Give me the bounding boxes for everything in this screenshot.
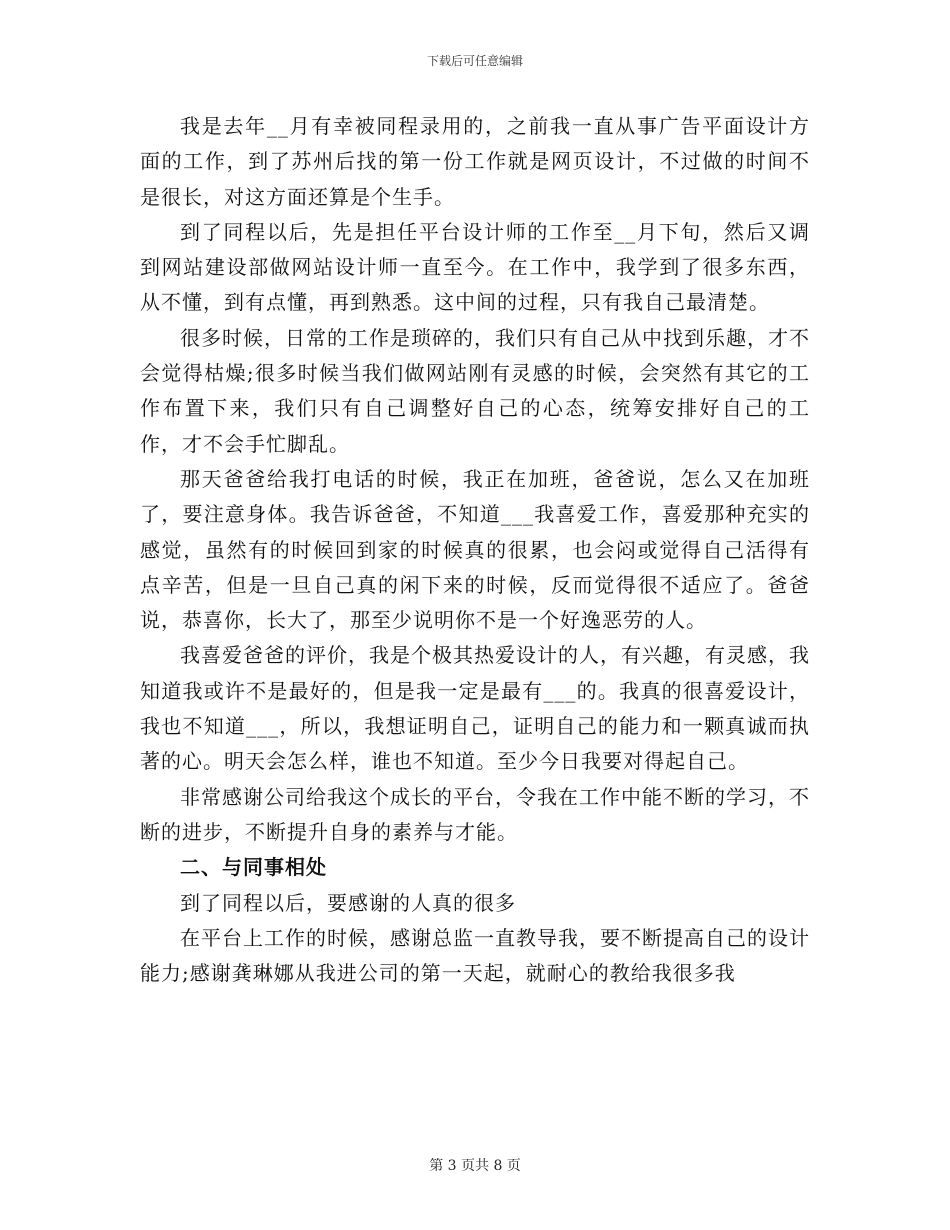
paragraph-1: 我是去年__月有幸被同程录用的，之前我一直从事广告平面设计方面的工作，到了苏州后找的第一份工作就是网页设计，不过做的时间不是很长，对这方面还算是个生手。	[140, 114, 810, 209]
section-paragraph-1: 到了同程以后，要感谢的人真的很多	[180, 890, 516, 915]
paragraph-6: 非常感谢公司给我这个成长的平台，令我在工作中能不断的学习，不断的进步，不断提升自身的素养与才能。	[140, 784, 810, 844]
document-body	[140, 109, 810, 991]
page-footer: 第 3 页共 8 页	[429, 1158, 521, 1174]
page-header: 下载后可任意编辑	[426, 54, 523, 68]
paragraph-5: 我喜爱爸爸的评价，我是个极其热爱设计的人，有兴趣，有灵感，我知道我或许不是最好的，但是我一定是最有___的。我真的很喜爱设计，我也不知道___，所以，我想证明自己，证明自己的能力和一颗真诚而执著的心。明天会怎么样，谁也不知道。至少今日我要对得起自己。	[140, 643, 810, 774]
section-heading: 二、与同事相处	[180, 855, 327, 880]
paragraph-3: 很多时候，日常的工作是琐碎的，我们只有自己从中找到乐趣，才不会觉得枯燥;很多时候当我们做网站刚有灵感的时候，会突然有其它的工作布置下来，我们只有自己调整好自己的心态，统筹安排好自己的工作，才不会手忙脚乱。	[140, 325, 810, 456]
paragraph-4: 那天爸爸给我打电话的时候，我正在加班，爸爸说，怎么又在加班了，要注意身体。我告诉爸爸，不知道___我喜爱工作，喜爱那种充实的感觉，虽然有的时候回到家的时候真的很累，也会闷或觉得自己活得有点辛苦，但是一旦自己真的闲下来的时候，反而觉得很不适应了。爸爸说，恭喜你，长大了，那至少说明你不是一个好逸恶劳的人。	[140, 466, 810, 633]
section-paragraph-2: 在平台上工作的时候，感谢总监一直教导我，要不断提高自己的设计能力;感谢龚琳娜从我进公司的第一天起，就耐心的教给我很多我	[140, 925, 810, 986]
paragraph-2: 到了同程以后，先是担任平台设计师的工作至__月下旬，然后又调到网站建设部做网站设计师一直至今。在工作中，我学到了很多东西，从不懂，到有点懂，再到熟悉。这中间的过程，只有我自己最清楚。	[140, 219, 810, 315]
